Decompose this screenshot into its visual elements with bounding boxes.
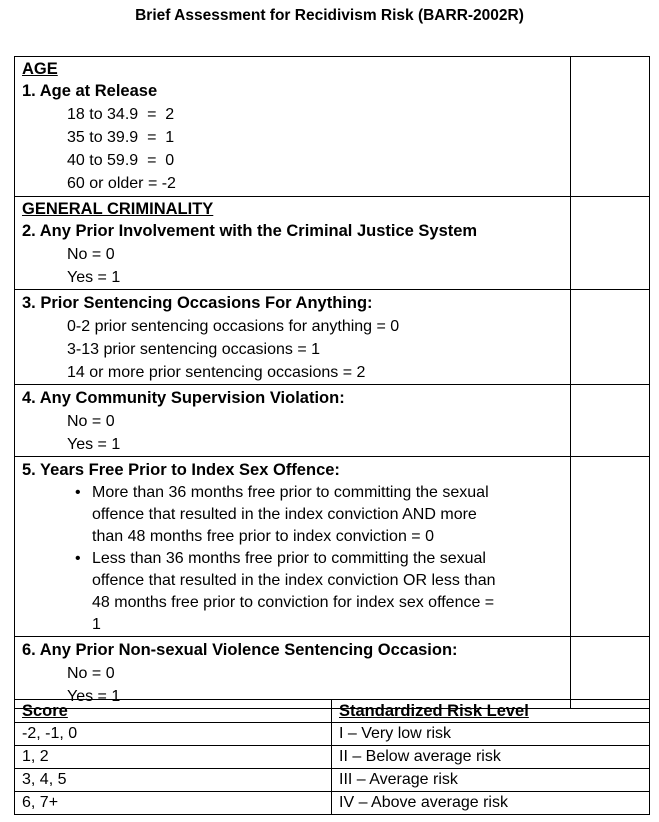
answer-line: Yes = 1 bbox=[67, 269, 121, 286]
question-6-section bbox=[15, 637, 571, 709]
answer-line: No = 0 bbox=[67, 665, 115, 682]
score-cell[interactable] bbox=[571, 290, 650, 385]
bullet-line: • Less than 36 months free prior to committing the sexual bbox=[22, 548, 564, 570]
risk-level-column-header: Standardized Risk Level bbox=[332, 700, 650, 723]
bullet-item bbox=[22, 482, 564, 548]
score-value: 3, 4, 5 bbox=[15, 769, 332, 792]
score-cell[interactable] bbox=[571, 385, 650, 457]
question-5-section bbox=[15, 457, 571, 637]
answer-line: 3-13 prior sentencing occasions = 1 bbox=[67, 341, 321, 358]
risk-level-value: IV – Above average risk bbox=[332, 792, 650, 815]
bullet-item bbox=[22, 548, 564, 636]
section-header-age: AGE bbox=[22, 60, 58, 78]
risk-level-value: II – Below average risk bbox=[332, 746, 650, 769]
question-3-section bbox=[15, 290, 571, 385]
score-value: 6, 7+ bbox=[15, 792, 332, 815]
question-4: 4. Any Community Supervision Violation: bbox=[22, 389, 345, 407]
risk-level-value: III – Average risk bbox=[332, 769, 650, 792]
question-5: 5. Years Free Prior to Index Sex Offence: bbox=[22, 461, 340, 479]
bullet-line: 1 bbox=[92, 616, 101, 633]
score-cell[interactable] bbox=[571, 197, 650, 290]
general-criminality-section bbox=[15, 197, 571, 290]
question-2: 2. Any Prior Involvement with the Criminal Justice System bbox=[22, 222, 478, 240]
table-row bbox=[15, 746, 650, 769]
answer-line: No = 0 bbox=[67, 246, 115, 263]
answer-line: 60 or older = -2 bbox=[67, 175, 176, 192]
bullet-line: offence that resulted in the index conviction OR less than bbox=[92, 572, 496, 589]
answer-line: 35 to 39.9 = 1 bbox=[67, 129, 175, 146]
bullet-icon: • bbox=[75, 550, 81, 567]
score-cell[interactable] bbox=[571, 457, 650, 637]
score-value: -2, -1, 0 bbox=[15, 723, 332, 746]
score-column-header: Score bbox=[15, 700, 332, 723]
bullet-line: offence that resulted in the index conviction AND more bbox=[92, 506, 477, 523]
question-1: 1. Age at Release bbox=[22, 82, 158, 100]
bullet-icon: • bbox=[75, 484, 81, 501]
score-cell[interactable] bbox=[571, 637, 650, 709]
score-cell[interactable] bbox=[571, 57, 650, 197]
table-row bbox=[15, 723, 650, 746]
answer-line: 0-2 prior sentencing occasions for anything = 0 bbox=[67, 318, 400, 335]
answer-line: 18 to 34.9 = 2 bbox=[67, 106, 175, 123]
question-4-section bbox=[15, 385, 571, 457]
table-row bbox=[15, 792, 650, 815]
risk-level-table bbox=[14, 699, 650, 815]
answer-line: 14 or more prior sentencing occasions = 2 bbox=[67, 364, 366, 381]
age-section bbox=[15, 57, 571, 197]
answer-line: 40 to 59.9 = 0 bbox=[67, 152, 175, 169]
score-value: 1, 2 bbox=[15, 746, 332, 769]
section-header-general-criminality: GENERAL CRIMINALITY bbox=[22, 200, 214, 218]
risk-level-value: I – Very low risk bbox=[332, 723, 650, 746]
bullet-line: • More than 36 months free prior to committing the sexual bbox=[22, 482, 564, 504]
assessment-table bbox=[14, 56, 650, 709]
question-3: 3. Prior Sentencing Occasions For Anything: bbox=[22, 294, 373, 312]
document-title: Brief Assessment for Recidivism Risk (BARR-2002R) bbox=[135, 7, 524, 24]
bullet-line: 48 months free prior to conviction for index sex offence = bbox=[92, 594, 495, 611]
question-6: 6. Any Prior Non-sexual Violence Sentencing Occasion: bbox=[22, 641, 458, 659]
answer-line: Yes = 1 bbox=[67, 688, 121, 705]
answer-line: No = 0 bbox=[67, 413, 115, 430]
table-row bbox=[15, 769, 650, 792]
answer-line: Yes = 1 bbox=[67, 436, 121, 453]
bullet-line: than 48 months free prior to index conviction = 0 bbox=[92, 528, 434, 545]
